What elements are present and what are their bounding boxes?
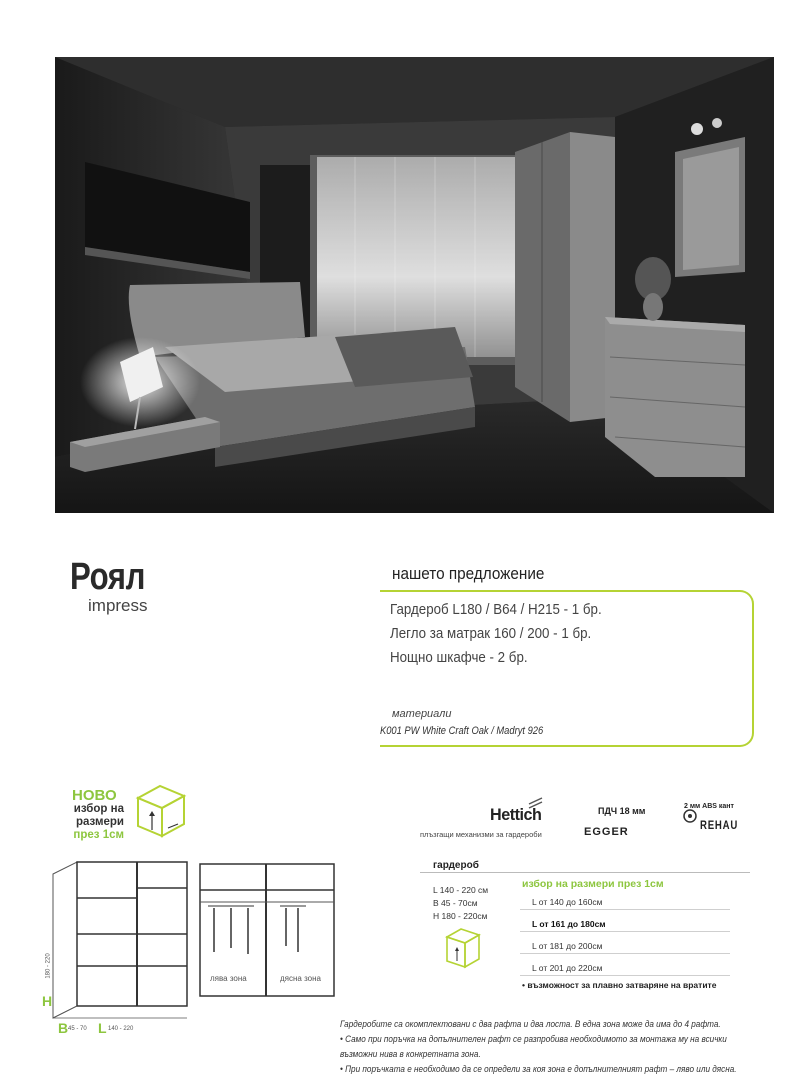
rehau-logo: REHAU [700,818,739,832]
dimension-length: L 140 - 220 см [433,885,489,895]
right-zone-label: дясна зона [280,974,321,983]
size-row: L от 181 до 200см [520,934,730,954]
size-row: L от 161 до 180см [520,912,730,932]
note-line: възможни нива в конкретната зона. [340,1049,481,1060]
sizes-title: избор на размери през 1см [522,878,664,890]
note-line: • Само при поръчка на допълнителен рафт се разпробива необходимото за монтажа му на всички [340,1034,727,1045]
hettich-logo: Hettich [490,805,542,824]
egger-logo: EGGER [584,826,629,838]
wardrobe-front-drawing [45,856,195,1041]
egger-caption: ПДЧ 18 мм [598,806,646,816]
section-divider [420,872,750,873]
bedroom-photo [55,57,774,513]
offer-item: Легло за матрак 160 / 200 - 1 бр. [390,626,592,642]
materials-label: материали [392,708,452,720]
length-range: 140 - 220 [108,1026,134,1032]
product-subtitle: impress [88,596,148,615]
depth-range: 45 - 70 [68,1026,87,1032]
offer-item: Гардероб L180 / B64 / H215 - 1 бр. [390,602,602,618]
length-letter: L [98,1020,107,1036]
soft-close-note: • възможност за плавно затваряне на вратите [522,980,717,990]
height-letter: H [42,993,53,1009]
wardrobe-inner-drawing [198,862,338,1005]
product-title: Роял [70,556,145,598]
hettich-caption: плъзгащи механизми за гардероби [420,830,542,839]
offer-heading: нашето предложение [392,564,545,583]
dimension-depth: B 45 - 70см [433,898,478,908]
new-line2-text: размери [76,816,124,828]
note-line: • При поръчката е необходимо да се определи за коя зона е допълнителният рафт – ляво или дясна. [340,1064,737,1075]
depth-letter: B [58,1020,69,1036]
size-row: L от 140 до 160см [520,890,730,910]
rehau-emblem-icon [682,808,698,829]
wardrobe-section-heading: гардероб [433,860,479,871]
dimension-height: H 180 - 220см [433,911,488,921]
rehau-caption: 2 мм ABS кант [684,803,734,810]
new-line1-text: избор на [73,803,124,815]
new-label: НОВО [72,787,117,804]
new-line3: през 1см [73,829,124,841]
size-cube-small-icon [443,925,483,978]
left-zone-label: лява зона [210,974,247,983]
new-line1 [72,803,124,829]
height-range: 180 - 220 [45,953,52,979]
height-label-group [42,955,56,1015]
note-line: Гардеробите са окомплектовани с два рафта и два лоста. В една зона може да има до 4 рафта. [340,1019,721,1030]
size-row: L от 201 до 220см [520,956,730,976]
materials-value: K001 PW White Craft Oak / Madryt 926 [380,725,544,737]
size-cube-icon [130,780,192,847]
offer-item: Нощно шкафче - 2 бр. [390,650,528,666]
